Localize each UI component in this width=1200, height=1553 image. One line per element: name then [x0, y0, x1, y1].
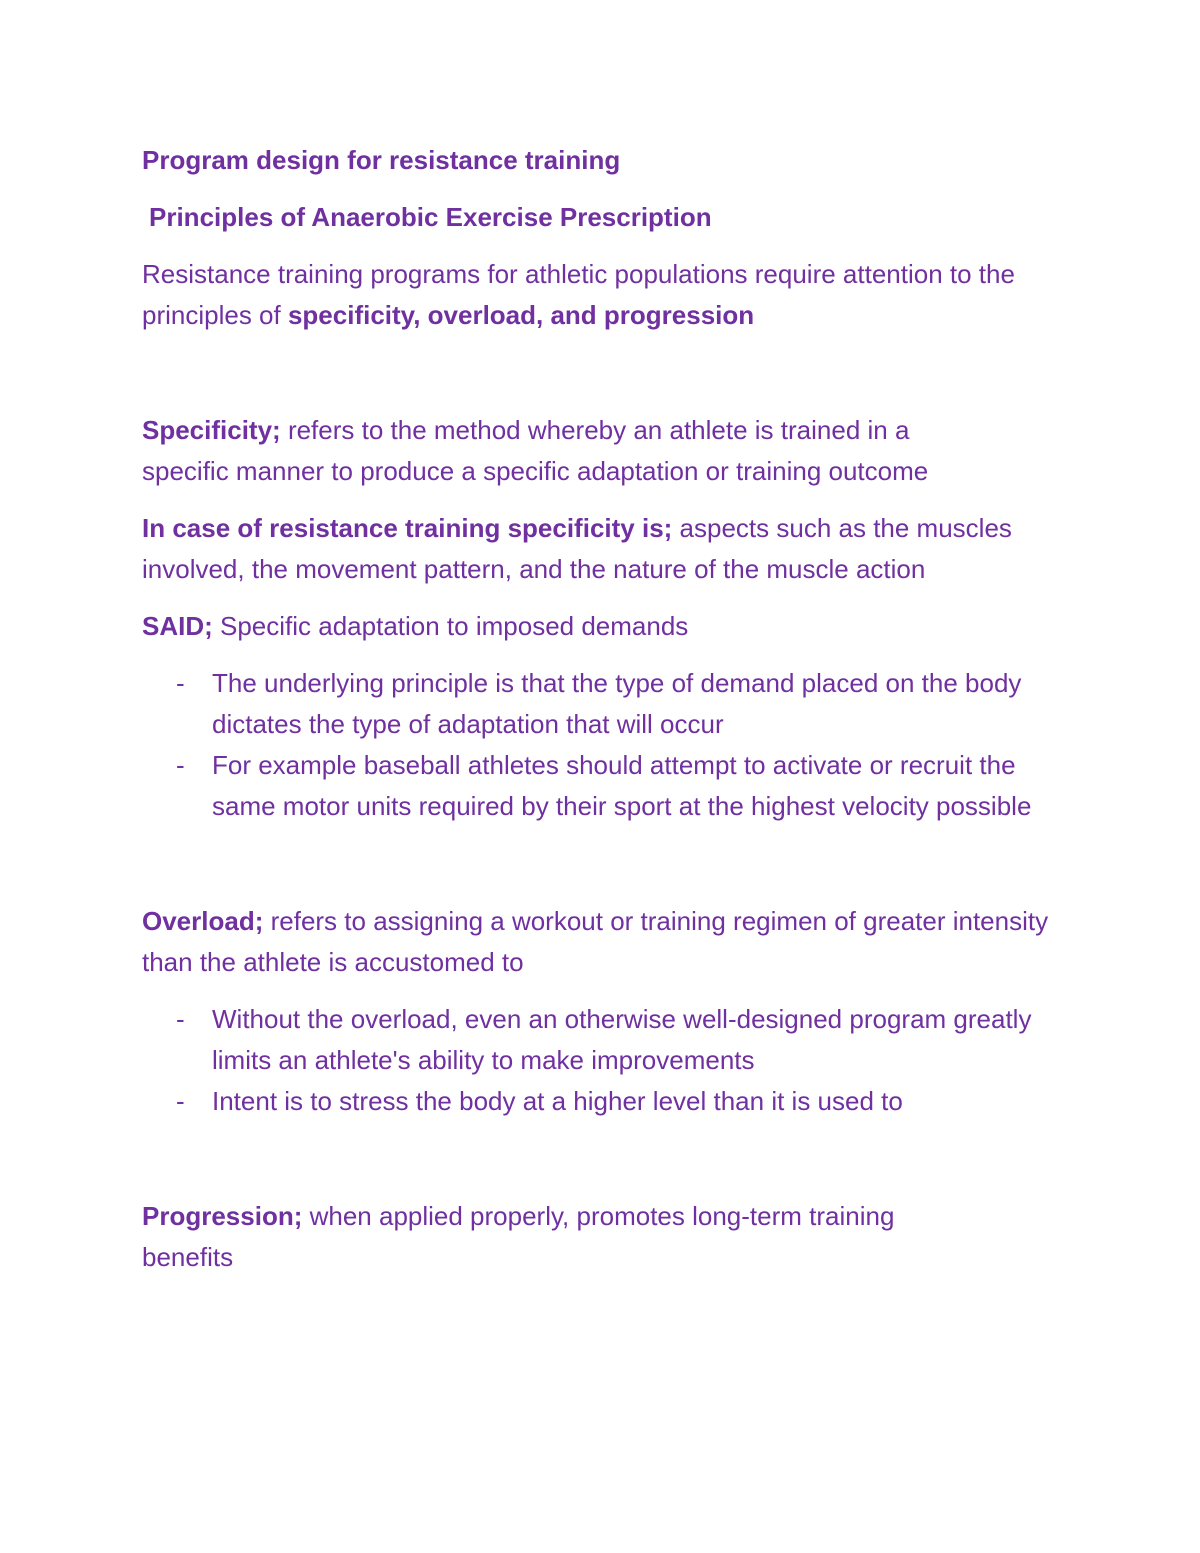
overload-bullet-item [142, 1081, 1072, 1122]
said-bullet-item [142, 663, 1072, 745]
overload-bullet-text: Intent is to stress the body at a higher level than it is used to [212, 1086, 903, 1116]
progression-term: Progression; [142, 1201, 303, 1231]
document-title: Program design for resistance training [142, 145, 621, 175]
dash-bullet-marker: - [176, 750, 185, 780]
overload-text: refers to assigning a workout or training regimen of greater intensity than the athlete is accustomed to [142, 906, 1049, 977]
specificity-paragraph [142, 410, 1002, 492]
intro-bold-principles: specificity, overload, and progression [287, 300, 755, 330]
dash-bullet-marker: - [176, 1086, 185, 1116]
said-bullet-text: The underlying principle is that the type of demand placed on the body dictates the type of adaptation that will occur [212, 668, 1022, 739]
overload-term: Overload; [142, 906, 264, 936]
said-term: SAID; [142, 611, 213, 641]
overload-paragraph [142, 901, 1072, 983]
overload-bullet-item [142, 999, 1072, 1081]
said-bullet-list [142, 663, 1072, 827]
intro-paragraph [142, 254, 1072, 336]
overload-bullet-text: Without the overload, even an otherwise well-designed program greatly limits an athlete's ability to make improvements [212, 1004, 1032, 1075]
dash-bullet-marker: - [176, 1004, 185, 1034]
document-subtitle: Principles of Anaerobic Exercise Prescription [149, 202, 712, 232]
said-bullet-item [142, 745, 1072, 827]
resistance-case-paragraph [142, 508, 1072, 590]
progression-paragraph [142, 1196, 982, 1278]
specificity-text: refers to the method whereby an athlete is trained in a specific manner to produce a specific adaptation or training outcome [142, 415, 929, 486]
document-body [142, 140, 1072, 1278]
overload-bullet-list [142, 999, 1072, 1122]
intro-text: Resistance training programs for athletic populations require attention to the principles of [142, 259, 1015, 330]
dash-bullet-marker: - [176, 668, 185, 698]
said-text: Specific adaptation to imposed demands [212, 611, 689, 641]
said-bullet-text: For example baseball athletes should attempt to activate or recruit the same motor units required by their sport at the highest velocity possible [212, 750, 1032, 821]
specificity-term: Specificity; [142, 415, 281, 445]
progression-text: when applied properly, promotes long-term training benefits [142, 1201, 895, 1272]
resistance-case-term: In case of resistance training specificity is; [142, 513, 673, 543]
said-paragraph [142, 606, 1072, 647]
resistance-case-text: aspects such as the muscles involved, the movement pattern, and the nature of the muscle action [142, 513, 1012, 584]
